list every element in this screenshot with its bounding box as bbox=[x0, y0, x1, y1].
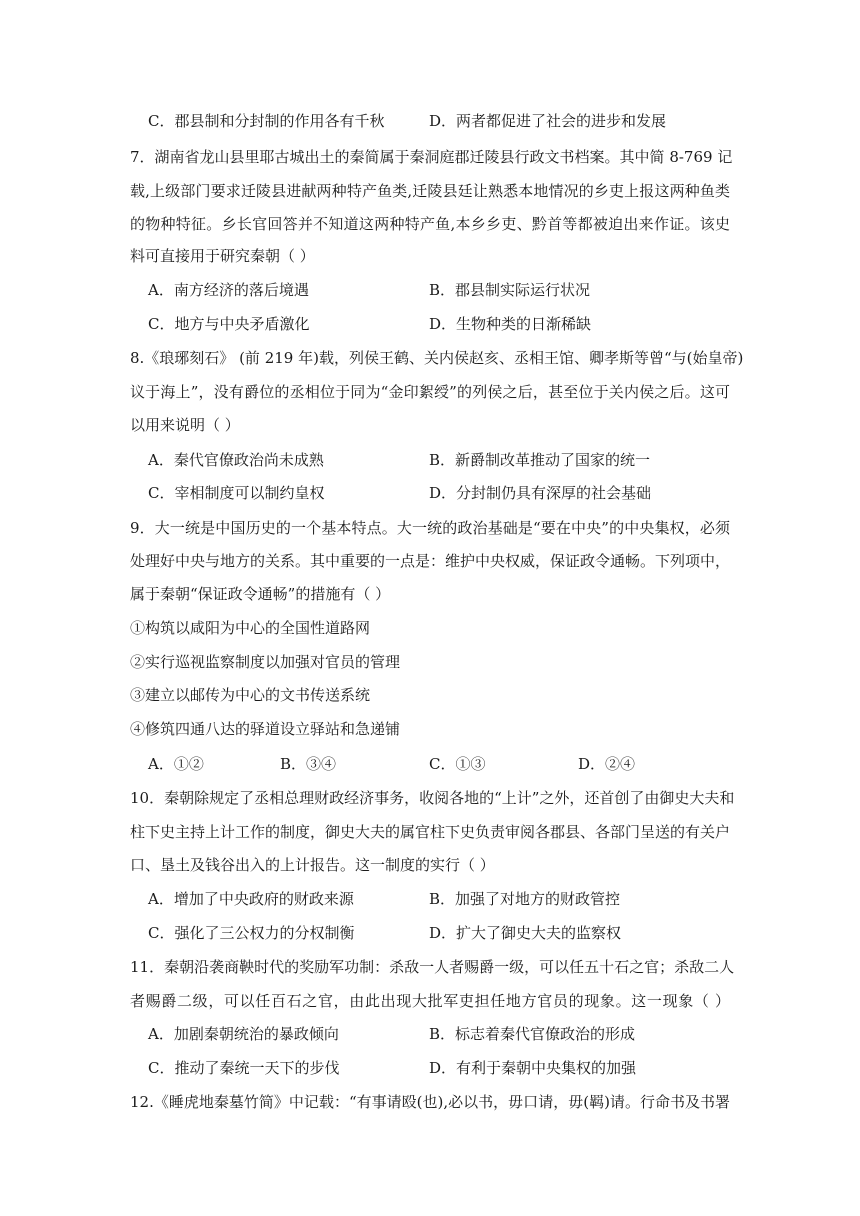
q11-option-a: A．加剧秦朝统治的暴政倾向 bbox=[148, 1025, 339, 1043]
q8-option-c: C．宰相制度可以制约皇权 bbox=[148, 484, 325, 502]
q7-option-c: C．地方与中央矛盾激化 bbox=[148, 315, 310, 333]
q8-stem-line-1: 8.《琅琊刻石》 (前 219 年)载，列侯王鹤、关内侯赵亥、丞相王馆、卿孝斯等曾“与(始皇帝) bbox=[130, 349, 744, 367]
q10-stem-line-1: 10．秦朝除规定了丞相总理财政经济事务，收阅各地的“上计”之外，还首创了由御史大夫和 bbox=[130, 789, 735, 807]
q11-option-d: D．有利于秦朝中央集权的加强 bbox=[429, 1059, 637, 1077]
q9-item-3: ③建立以邮传为中心的文书传送系统 bbox=[130, 686, 371, 704]
q10-option-b: B．加强了对地方的财政管控 bbox=[429, 890, 621, 908]
q7-option-a: A．南方经济的落后境遇 bbox=[148, 281, 309, 299]
q8-option-b: B．新爵制改革推动了国家的统一 bbox=[429, 451, 651, 469]
q7-option-b: B．郡县制实际运行状况 bbox=[429, 281, 591, 299]
q11-option-c: C．推动了秦统一天下的步伐 bbox=[148, 1059, 340, 1077]
q11-stem-line-2: 者赐爵二级，可以任百石之官，由此出现大批军吏担任地方官员的现象。这一现象（ ） bbox=[130, 992, 730, 1010]
q8-stem-line-3: 以用来说明（ ） bbox=[130, 416, 240, 434]
q7-stem-line-2: 载,上级部门要求迁陵县进献两种特产鱼类,迁陵县廷让熟悉本地情况的乡吏上报这两种鱼类 bbox=[130, 182, 730, 200]
q7-stem-line-3: 的物种特征。乡长官回答并不知道这两种特产鱼,本乡乡吏、黔首等都被迫出来作证。该史 bbox=[130, 215, 730, 233]
q10-option-a: A．增加了中央政府的财政来源 bbox=[148, 890, 354, 908]
q9-option-a: A．①② bbox=[148, 755, 204, 773]
q9-stem-line-1: 9．大一统是中国历史的一个基本特点。大一统的政治基础是“要在中央”的中央集权，必须 bbox=[130, 519, 730, 537]
q9-item-1: ①构筑以咸阳为中心的全国性道路网 bbox=[130, 619, 371, 637]
q8-option-d: D．分封制仍具有深厚的社会基础 bbox=[429, 484, 652, 502]
q9-item-4: ④修筑四通八达的驿道设立驿站和急递铺 bbox=[130, 720, 401, 738]
q7-stem-line-1: 7．湖南省龙山县里耶古城出土的秦简属于秦洞庭郡迁陵县行政文书档案。其中简 8-769 记 bbox=[130, 148, 733, 166]
q8-option-a: A．秦代官僚政治尚未成熟 bbox=[148, 451, 324, 469]
q9-stem-line-2: 处理好中央与地方的关系。其中重要的一点是：维护中央权威，保证政令通畅。下列项中， bbox=[130, 552, 731, 570]
q12-stem-line-1: 12.《睡虎地秦墓竹简》中记载：“有事请殴(也),必以书，毋口请，毋(羁)请。行命书及书署 bbox=[130, 1093, 730, 1111]
q6-option-d: D．两者都促进了社会的进步和发展 bbox=[429, 112, 667, 130]
q10-option-c: C．强化了三公权力的分权制衡 bbox=[148, 924, 355, 942]
q9-option-b: B．③④ bbox=[280, 755, 337, 773]
q10-option-d: D．扩大了御史大夫的监察权 bbox=[429, 924, 622, 942]
q9-option-c: C．①③ bbox=[429, 755, 486, 773]
q10-stem-line-3: 口、垦土及钱谷出入的上计报告。这一制度的实行（ ） bbox=[130, 856, 495, 874]
q9-item-2: ②实行巡视监察制度以加强对官员的管理 bbox=[130, 653, 401, 671]
q9-option-d: D．②④ bbox=[578, 755, 636, 773]
q7-option-d: D．生物种类的日渐稀缺 bbox=[429, 315, 592, 333]
q9-stem-line-3: 属于秦朝“保证政令通畅”的措施有（ ） bbox=[130, 585, 391, 603]
q11-option-b: B．标志着秦代官僚政治的形成 bbox=[429, 1025, 636, 1043]
q6-option-c: C．郡县制和分封制的作用各有千秋 bbox=[148, 112, 385, 130]
q11-stem-line-1: 11．秦朝沿袭商鞅时代的奖励军功制：杀敌一人者赐爵一级，可以任五十石之官；杀敌二人 bbox=[130, 958, 735, 976]
q8-stem-line-2: 议于海上”，没有爵位的丞相位于同为“金印絮绶”的列侯之后，甚至位于关内侯之后。这可 bbox=[130, 383, 730, 401]
q10-stem-line-2: 柱下史主持上计工作的制度，御史大夫的属官柱下史负责审阅各郡县、各部门呈送的有关户 bbox=[130, 823, 731, 841]
q7-stem-line-4: 料可直接用于研究秦朝（ ） bbox=[130, 247, 315, 265]
